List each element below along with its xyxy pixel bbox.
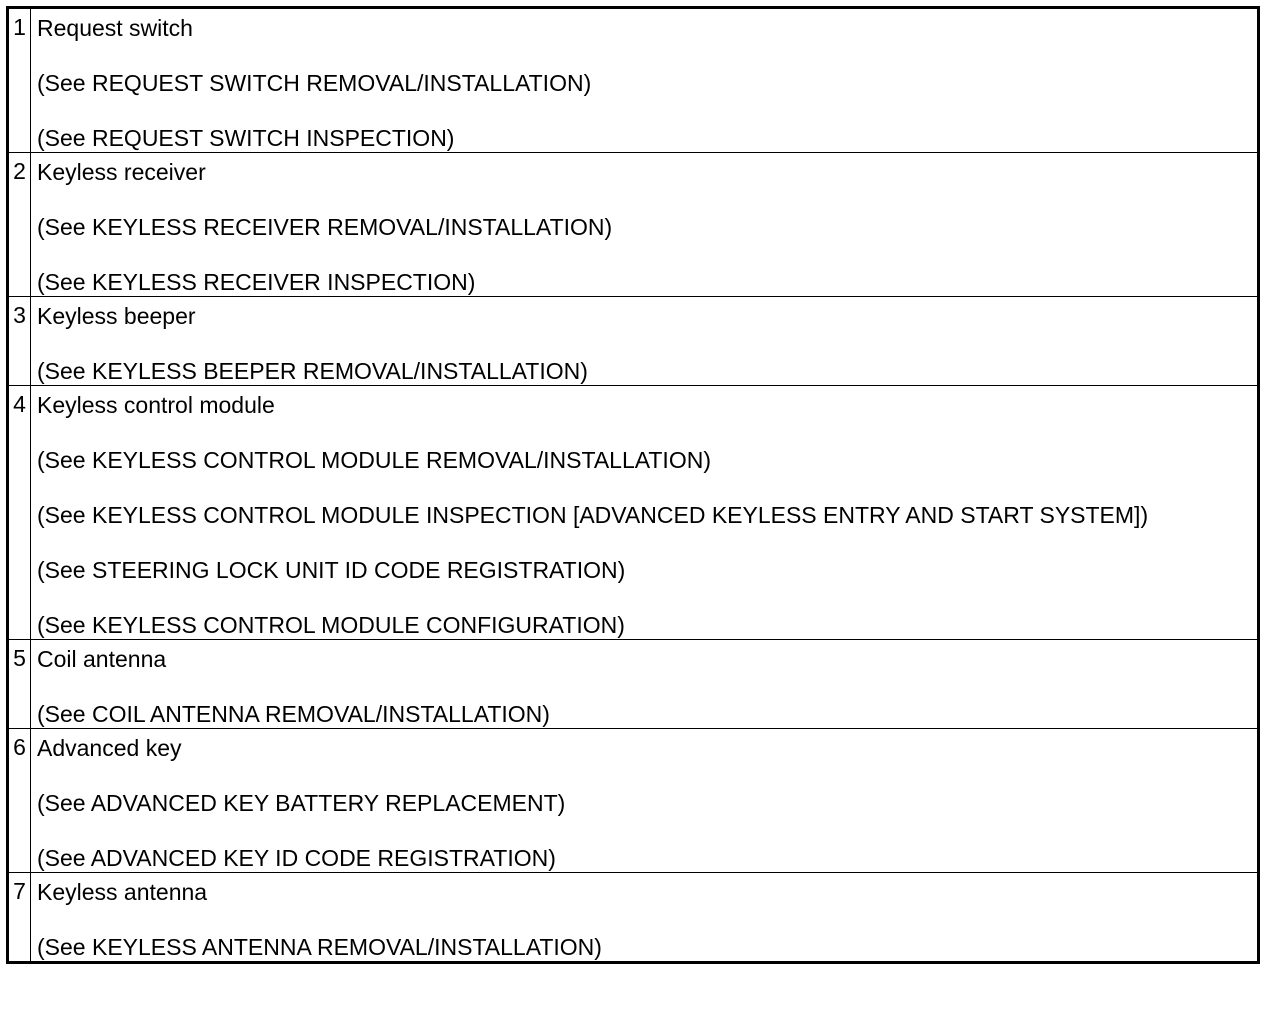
table-row [9, 152, 1257, 296]
reference-link[interactable]: (See COIL ANTENNA REMOVAL/INSTALLATION) [37, 701, 550, 727]
component-title: Keyless receiver [37, 159, 206, 185]
row-content [31, 297, 1257, 385]
reference-link[interactable]: (See REQUEST SWITCH REMOVAL/INSTALLATION) [37, 70, 592, 96]
component-title: Keyless beeper [37, 303, 196, 329]
reference-link[interactable]: (See ADVANCED KEY ID CODE REGISTRATION) [37, 845, 556, 871]
row-content [31, 640, 1257, 728]
row-number: 1 [9, 9, 31, 152]
component-reference-table [6, 6, 1260, 964]
component-title: Coil antenna [37, 646, 167, 672]
row-number: 4 [9, 386, 31, 639]
reference-link[interactable]: (See ADVANCED KEY BATTERY REPLACEMENT) [37, 790, 566, 816]
table-row [9, 872, 1257, 961]
row-content [31, 153, 1257, 296]
component-title: Keyless control module [37, 392, 275, 418]
table-row [9, 9, 1257, 152]
reference-link[interactable]: (See KEYLESS CONTROL MODULE REMOVAL/INSTALLATION) [37, 447, 711, 473]
row-content [31, 873, 1257, 961]
row-content [31, 9, 1257, 152]
component-title: Keyless antenna [37, 879, 208, 905]
reference-link[interactable]: (See REQUEST SWITCH INSPECTION) [37, 125, 455, 151]
table-row [9, 296, 1257, 385]
row-number: 7 [9, 873, 31, 961]
reference-link[interactable]: (See KEYLESS RECEIVER INSPECTION) [37, 269, 476, 295]
reference-link[interactable]: (See KEYLESS CONTROL MODULE CONFIGURATION) [37, 612, 625, 638]
row-number: 6 [9, 729, 31, 872]
table-row [9, 728, 1257, 872]
reference-link[interactable]: (See STEERING LOCK UNIT ID CODE REGISTRATION) [37, 557, 626, 583]
row-number: 3 [9, 297, 31, 385]
reference-link[interactable]: (See KEYLESS ANTENNA REMOVAL/INSTALLATION) [37, 934, 602, 960]
table-row [9, 639, 1257, 728]
component-title: Request switch [37, 15, 193, 41]
row-number: 2 [9, 153, 31, 296]
table-row [9, 385, 1257, 639]
component-title: Advanced key [37, 735, 182, 761]
reference-link[interactable]: (See KEYLESS CONTROL MODULE INSPECTION [ADVANCED KEYLESS ENTRY AND START SYSTEM]) [37, 502, 1149, 528]
reference-link[interactable]: (See KEYLESS RECEIVER REMOVAL/INSTALLATION) [37, 214, 613, 240]
row-content [31, 386, 1257, 639]
row-number: 5 [9, 640, 31, 728]
row-content [31, 729, 1257, 872]
reference-link[interactable]: (See KEYLESS BEEPER REMOVAL/INSTALLATION) [37, 358, 588, 384]
